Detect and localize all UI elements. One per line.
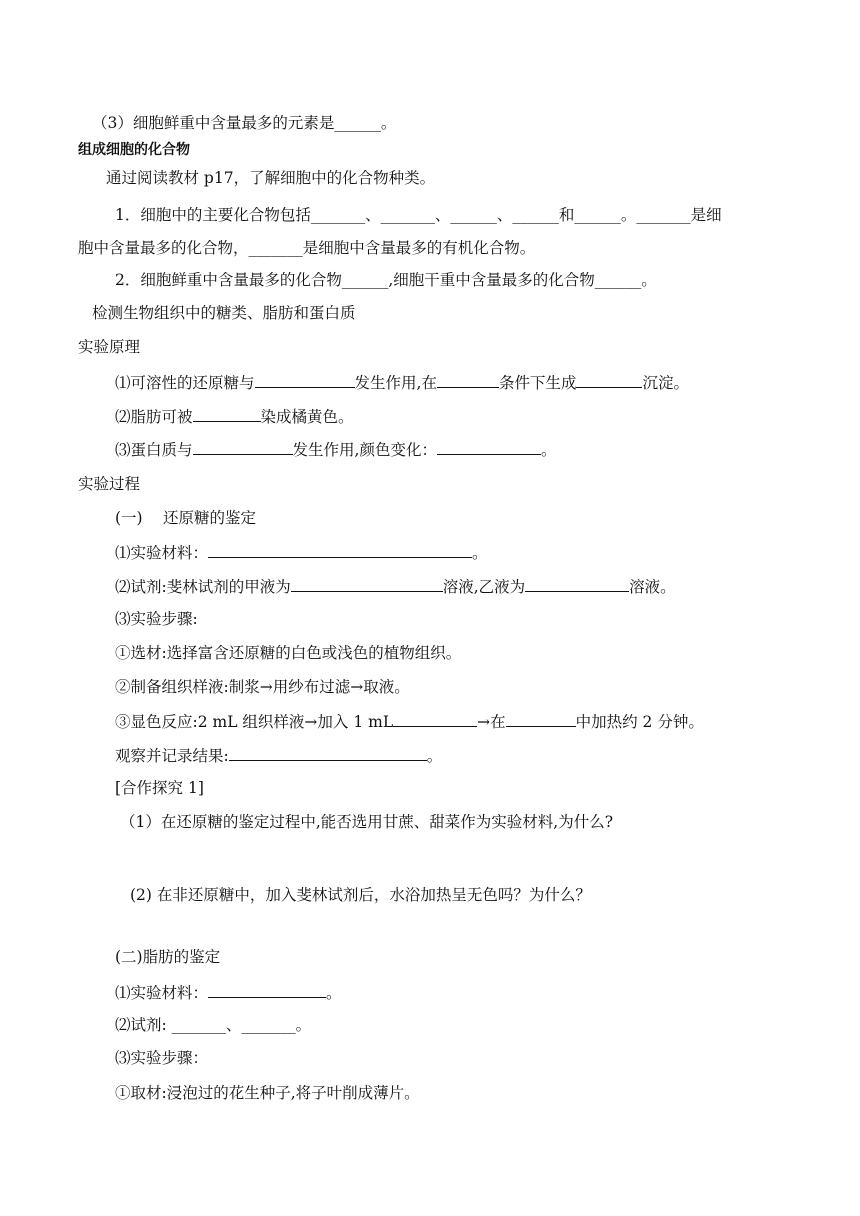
sugar-step-2: ②制备组织样液:制浆→用纱布过滤→取液。 xyxy=(115,678,410,696)
principle-1-text-b: 发生作用,在 xyxy=(354,374,437,392)
inquiry-question-2: (2) 在非还原糖中，加入斐林试剂后，水浴加热呈无色吗？为什么？ xyxy=(130,886,591,904)
blank-field[interactable] xyxy=(208,542,472,558)
inquiry-question-1: （1）在还原糖的鉴定过程中,能否选用甘蔗、甜菜作为实验材料,为什么? xyxy=(120,813,614,831)
reading-instruction: 通过阅读教材 p17，了解细胞中的化合物种类。 xyxy=(106,169,436,187)
section-reducing-sugar: (一) 还原糖的鉴定 xyxy=(115,509,257,527)
fat-materials-end: 。 xyxy=(326,984,342,1002)
heading-detection: 检测生物组织中的糖类、脂肪和蛋白质 xyxy=(92,304,356,322)
principle-3-text-a: ⑶蛋白质与 xyxy=(115,441,193,459)
sugar-materials-label: ⑴实验材料： xyxy=(115,544,209,562)
sugar-reagents-text-a: ⑵试剂:斐林试剂的甲液为 xyxy=(115,578,291,596)
sugar-step-3-text-a: ③显色反应:2 mL 组织样液→加入 1 mL xyxy=(115,713,394,731)
principle-title: 实验原理 xyxy=(78,338,141,356)
sugar-step-3 xyxy=(115,711,704,732)
fat-reagents-label: ⑵试剂: xyxy=(115,1016,172,1034)
fat-reagents xyxy=(115,1015,311,1035)
principle-3-text-b: 发生作用,颜色变化： xyxy=(292,441,437,459)
principle-1 xyxy=(115,372,689,393)
blank-field[interactable] xyxy=(437,439,541,455)
blank-field[interactable] xyxy=(291,576,443,592)
principle-2-text-a: ⑵脂肪可被 xyxy=(115,408,193,426)
blank-field[interactable] xyxy=(193,406,261,422)
principle-2-text-b: 染成橘黄色。 xyxy=(260,408,354,426)
section-fat: (二)脂肪的鉴定 xyxy=(115,948,221,966)
principle-1-text-a: ⑴可溶性的还原糖与 xyxy=(115,374,255,392)
sugar-steps-title: ⑶实验步骤: xyxy=(115,610,198,628)
principle-3 xyxy=(115,439,556,460)
sugar-observe-label: 观察并记录结果: xyxy=(115,747,229,765)
principle-1-text-c: 条件下生成 xyxy=(498,374,577,392)
blank-field[interactable] xyxy=(229,745,427,761)
sugar-observe-end: 。 xyxy=(426,747,443,765)
compounds-question-2: 2．细胞鲜重中含量最多的化合物______,细胞干重中含量最多的化合物______。 xyxy=(115,271,657,289)
blank-field[interactable] xyxy=(525,576,629,592)
sugar-reagents-text-b: 溶液,乙液为 xyxy=(442,578,526,596)
blank-field[interactable] xyxy=(506,711,576,727)
process-title: 实验过程 xyxy=(78,475,141,493)
blank-field[interactable] xyxy=(255,372,355,388)
sugar-reagents-text-c: 溶液。 xyxy=(629,578,676,596)
principle-2 xyxy=(115,406,354,427)
sugar-materials-end: 。 xyxy=(472,544,488,562)
blank-field[interactable] xyxy=(393,711,477,727)
fat-step-1: ①取材:浸泡过的花生种子,将子叶削成薄片。 xyxy=(115,1084,420,1102)
compounds-question-1-cont: 胞中含量最多的化合物，_______是细胞中含量最多的有机化合物。 xyxy=(78,239,536,257)
blank-field[interactable] xyxy=(193,439,293,455)
fat-reagents-blanks[interactable]: _______、_______。 xyxy=(171,1016,312,1034)
sugar-step-3-text-b: →在 xyxy=(477,713,506,731)
fat-materials-label: ⑴实验材料： xyxy=(115,984,209,1002)
sugar-step-3-text-c: 中加热约 2 分钟。 xyxy=(575,713,704,731)
fat-materials xyxy=(115,982,342,1003)
sugar-reagents xyxy=(115,576,676,597)
fat-steps-title: ⑶实验步骤： xyxy=(115,1049,209,1067)
cooperative-inquiry-title: [合作探究 1] xyxy=(115,779,204,797)
blank-field[interactable] xyxy=(437,372,499,388)
question-3-oxygen: （3）细胞鲜重中含量最多的元素是______。 xyxy=(92,114,397,132)
sugar-materials xyxy=(115,542,488,563)
compounds-question-1: 1．细胞中的主要化合物包括_______、_______、______、______和______。_______是细 xyxy=(115,206,722,224)
sugar-observe xyxy=(115,745,442,766)
blank-field[interactable] xyxy=(208,982,326,998)
principle-3-text-c: 。 xyxy=(540,441,557,459)
heading-cell-compounds: 组成细胞的化合物 xyxy=(78,142,190,158)
blank-field[interactable] xyxy=(576,372,642,388)
sugar-step-1: ①选材:选择富含还原糖的白色或浅色的植物组织。 xyxy=(115,644,462,662)
principle-1-text-d: 沉淀。 xyxy=(642,374,689,392)
